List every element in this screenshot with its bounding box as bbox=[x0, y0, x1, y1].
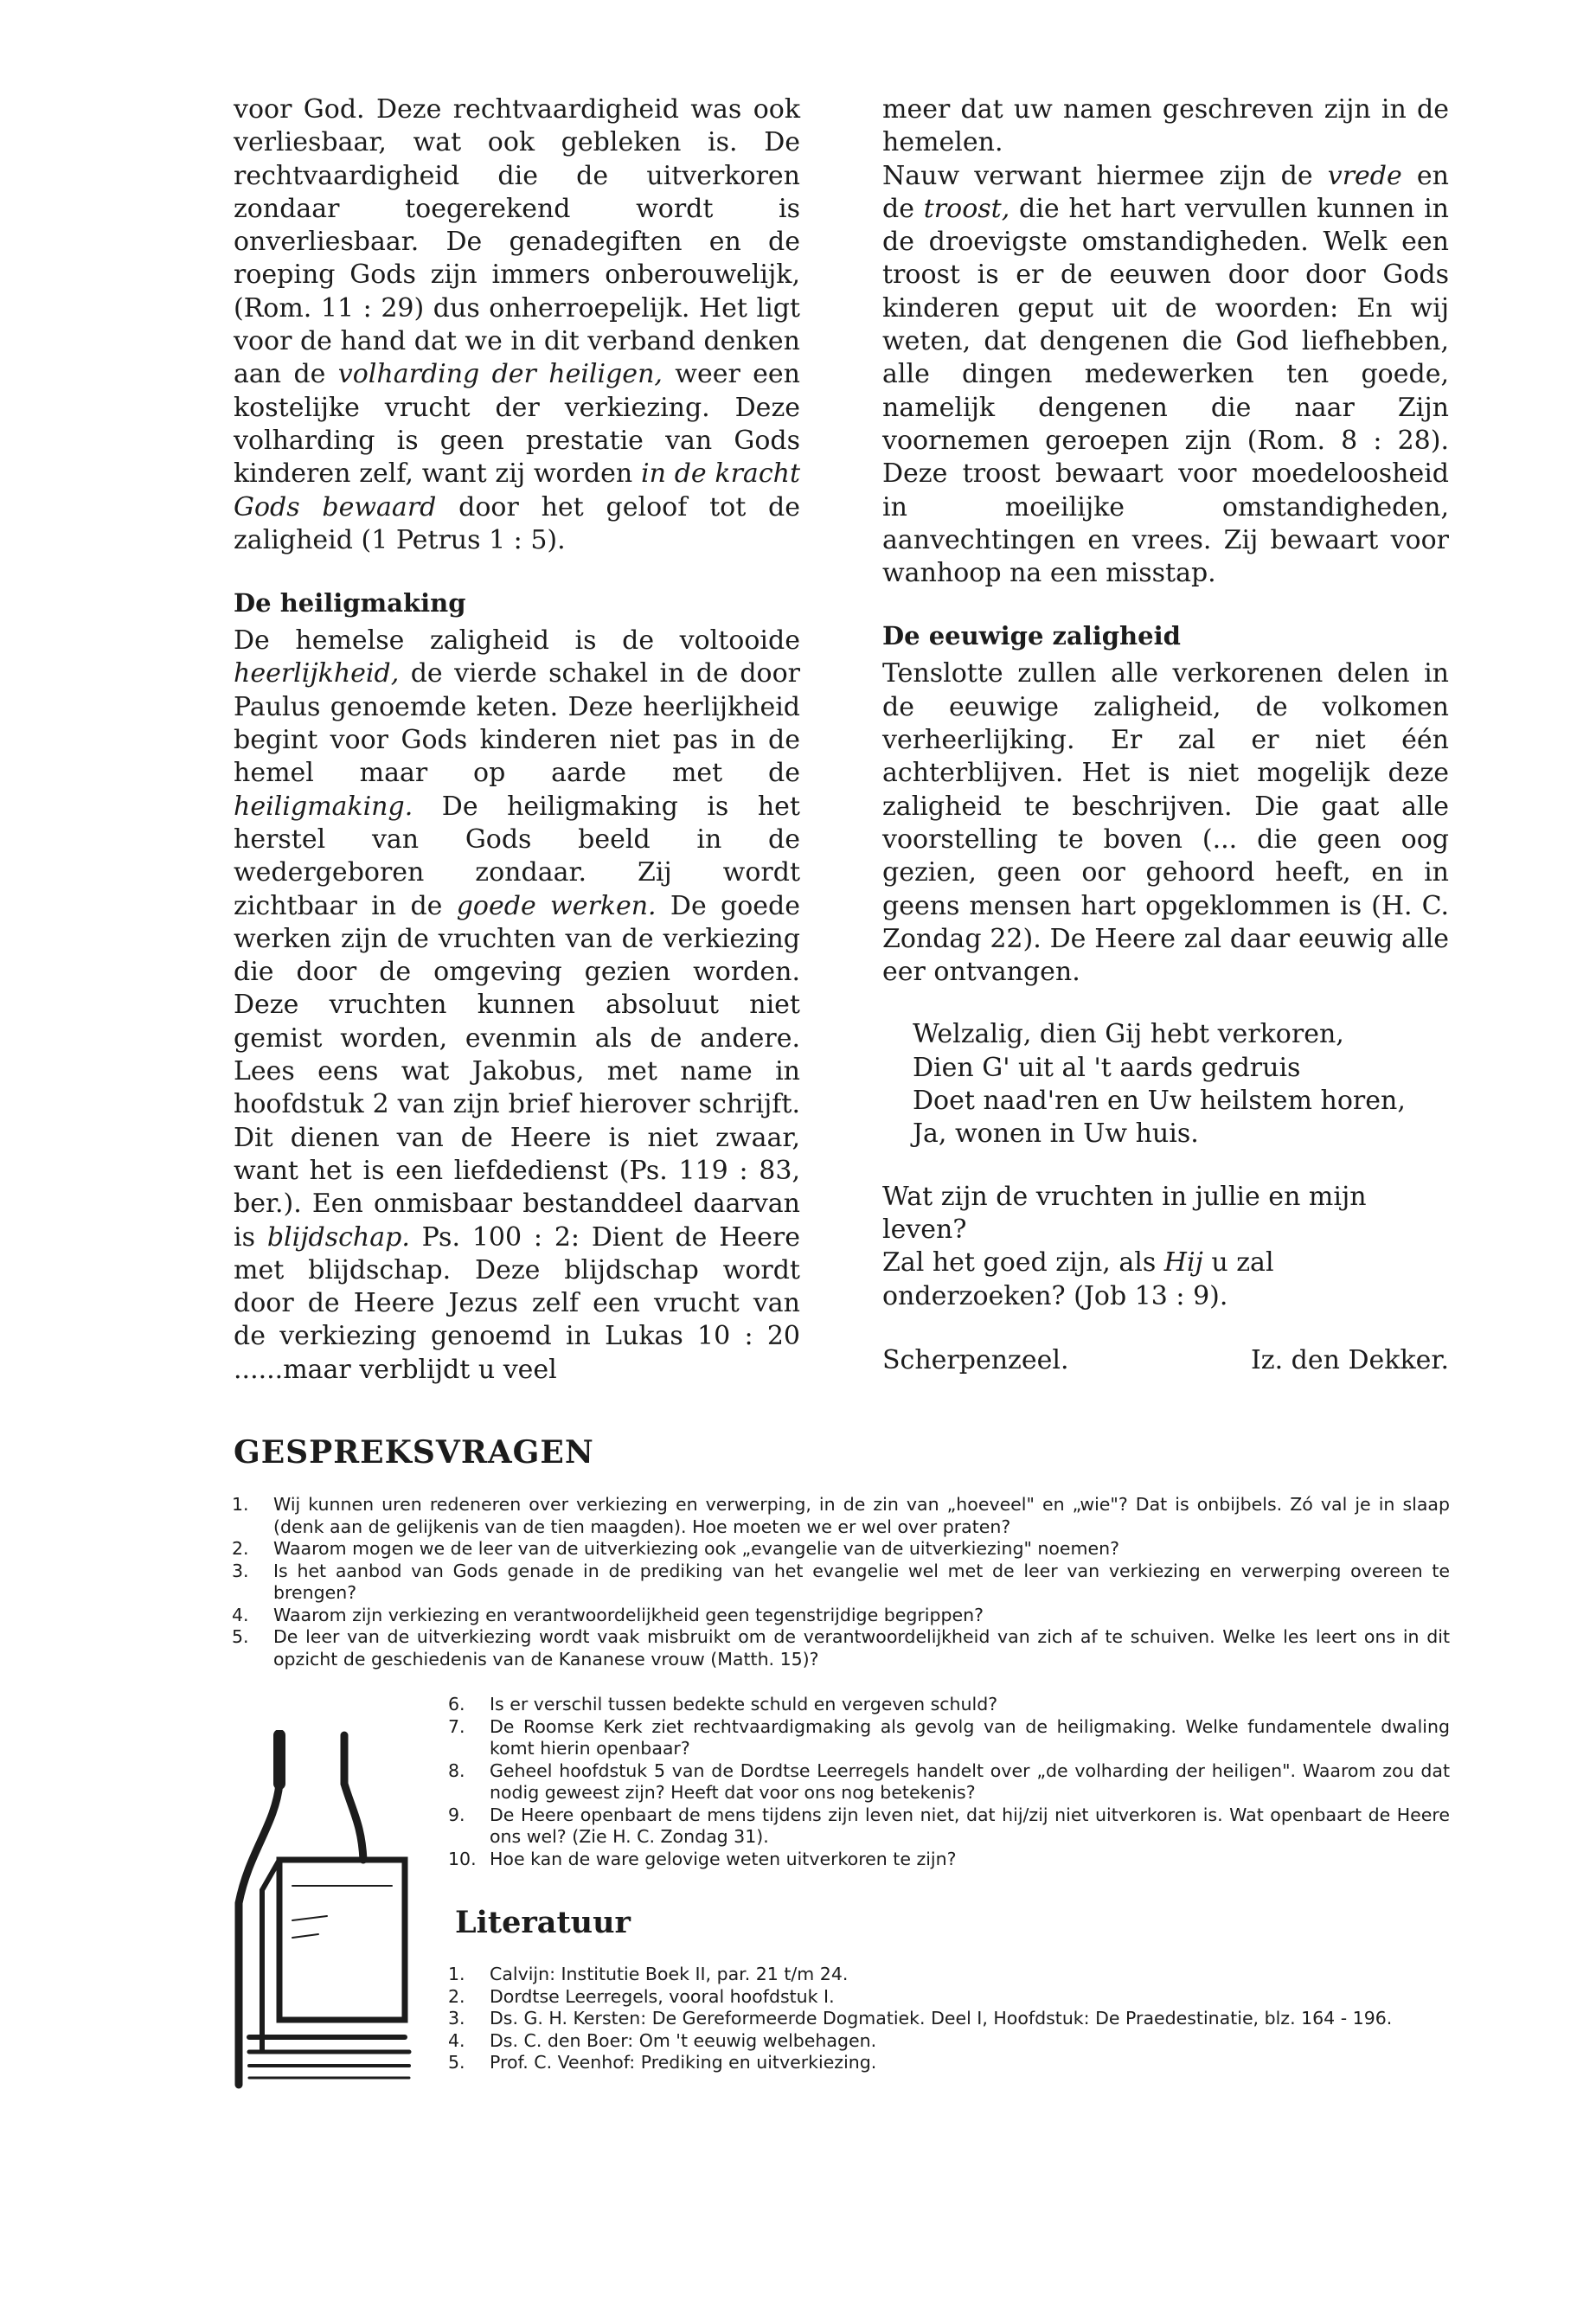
question-item: 8. Geheel hoofdstuk 5 van de Dordtse Leerregels handelt over „de volharding der heiligen". Waarom zou dat nodig geweest zijn? Heeft dat voor ons nog betekenis? bbox=[448, 1759, 1450, 1803]
paragraph-rechtvaardigheid: voor God. Deze rechtvaardigheid was ook verliesbaar, wat ook gebleken is. De rechtvaardigheid die de uitverkoren zondaar toegerekend wordt is onverliesbaar. De genadegiften en de roeping Gods zijn immers onberouwelijk, (Rom. 11 : 29) dus onherroepelijk. Het ligt voor de hand dat we in dit verband denken aan de volharding der heiligen, weer een kostelijke vrucht der verkiezing. Deze volharding is geen prestatie van Gods kinderen zelf, want zij worden in de kracht Gods bewaard door het geloof tot de zaligheid (1 Petrus 1 : 5). bbox=[234, 94, 801, 555]
paragraph-hemelen: meer dat uw namen geschreven zijn in de hemelen. bbox=[882, 94, 1449, 158]
literature-item: 3. Ds. G. H. Kersten: De Gereformeerde Dogmatiek. Deel I, Hoofdstuk: De Praedestinatie, blz. 164 - 196. bbox=[448, 2008, 1393, 2029]
questions-list-indented bbox=[448, 1694, 1450, 1870]
question-item: 7. De Roomse Kerk ziet rechtvaardigmaking als gevolg van de heiligmaking. Welke fundamentele dwaling komt hierin openbaar? bbox=[448, 1715, 1450, 1759]
heading-heiligmaking: De heiligmaking bbox=[234, 588, 466, 619]
questions-list bbox=[232, 1494, 1450, 1670]
literature-item: 2. Dordtse Leerregels, vooral hoofdstuk I. bbox=[448, 1985, 835, 2007]
question-item: 6. Is er verschil tussen bedekte schuld en vergeven schuld? bbox=[448, 1694, 998, 1715]
question-item: 1. Wij kunnen uren redeneren over verkiezing en verwerping, in de zin van „hoeveel" en „wie"? Dat is onbijbels. Zó val je in slaap (denk aan de gelijkenis van de tien maagden). Hoe moeten we er wel over praten? bbox=[232, 1494, 1450, 1537]
literature-list bbox=[448, 1964, 1450, 2074]
poem bbox=[913, 1018, 1449, 1150]
paragraph-job: Zal het goed zijn, als Hij u zal onderzoeken? (Job 13 : 9). bbox=[882, 1247, 1274, 1311]
poem-line: Doet naad'ren en Uw heilstem horen, bbox=[913, 1086, 1406, 1117]
paragraph-vruchten: Wat zijn de vruchten in jullie en mijn leven? bbox=[882, 1181, 1367, 1245]
literature-item: 5. Prof. C. Veenhof: Prediking en uitverkiezing. bbox=[448, 2052, 877, 2073]
poem-line: Dien G' uit al 't aards gedruis bbox=[913, 1052, 1301, 1083]
literature-title: Literatuur bbox=[455, 1905, 631, 1940]
question-item: 10. Hoe kan de ware gelovige weten uitverkoren te zijn? bbox=[448, 1848, 957, 1869]
signoff bbox=[882, 1344, 1449, 1377]
poem-line: Ja, wonen in Uw huis. bbox=[913, 1118, 1199, 1150]
heading-eeuwige-zaligheid: De eeuwige zaligheid bbox=[882, 621, 1181, 651]
question-item: 4. Waarom zijn verkiezing en verantwoordelijkheid geen tegenstrijdige begrippen? bbox=[232, 1604, 984, 1625]
questions-title: GESPREKSVRAGEN bbox=[234, 1434, 594, 1471]
signoff-author: Iz. den Dekker. bbox=[1250, 1344, 1449, 1375]
paragraph-vrede-troost: Nauw verwant hiermee zijn de vrede en de troost, die het hart vervullen kunnen in de droevigste omstandigheden. Welk een troost is er de eeuwen door door Gods kinderen geput uit de woorden: En wij weten, dat dengenen die God liefhebben, alle dingen medewerken ten goede, namelijk dengenen die naar Zijn voornemen geroepen zijn (Rom. 8 : 28). Deze troost bewaart voor moedeloosheid in moeilijke omstandigheden, aanvechtingen en vrees. Zij bewaart voor wanhoop na een misstap. bbox=[882, 160, 1449, 589]
literature-item: 1. Calvijn: Institutie Boek II, par. 21 t/m 24. bbox=[448, 1964, 849, 1984]
reader-illustration-icon bbox=[232, 1730, 418, 2093]
left-column bbox=[234, 93, 800, 1387]
paragraph-zaligheid: Tenslotte zullen alle verkorenen delen in de eeuwige zaligheid, de volkomen verheerlijking. Er zal er niet één achterblijven. Het is niet mogelijk deze zaligheid te beschrijven. Die gaat alle voorstelling te boven (... die geen oog gezien, geen oor gehoord heeft, en in geens mensen hart opgeklommen is (H. C. Zondag 22). De Heere zal daar eeuwig alle eer ontvangen. bbox=[882, 658, 1449, 988]
paragraph-heiligmaking: De hemelse zaligheid is de voltooide heerlijkheid, de vierde schakel in de door Paulus genoemde keten. Deze heerlijkheid begint voor Gods kinderen niet pas in de hemel maar op aarde met de heiligmaking. De heiligmaking is het herstel van Gods beeld in de wedergeboren zondaar. Zij wordt zichtbaar in de goede werken. De goede werken zijn de vruchten van de verkiezing die door de omgeving gezien worden. Deze vruchten kunnen absoluut niet gemist worden, evenmin als de andere. Lees eens wat Jakobus, met name in hoofdstuk 2 van zijn brief hierover schrijft. Dit dienen van de Heere is niet zwaar, want het is een liefdedienst (Ps. 119 : 83, ber.). Een onmisbaar bestanddeel daarvan is blijdschap. Ps. 100 : 2: Dient de Heere met blijdschap. Deze blijdschap wordt door de Heere Jezus zelf een vrucht van de verkiezing genoemd in Lukas 10 : 20 ......maar verblijdt u veel bbox=[234, 625, 800, 1385]
question-item: 9. De Heere openbaart de mens tijdens zijn leven niet, dat hij/zij niet uitverkoren is. Wat openbaart de Heere ons wel? (Zie H. C. Zondag 31). bbox=[448, 1804, 1450, 1847]
question-item: 3. Is het aanbod van Gods genade in de prediking van het evangelie wel met de leer van verkiezing en verwerping overeen te brengen? bbox=[232, 1560, 1450, 1603]
poem-line: Welzalig, dien Gij hebt verkoren, bbox=[913, 1019, 1344, 1050]
question-item: 2. Waarom mogen we de leer van de uitverkiezing ook „evangelie van de uitverkiezing" noemen? bbox=[232, 1538, 1120, 1559]
question-item: 5. De leer van de uitverkiezing wordt vaak misbruikt om de verantwoordelijkheid van zich af te schuiven. Welke les leert ons in dit opzicht de geschiedenis van de Kananese vrouw (Matth. 15)? bbox=[232, 1626, 1450, 1670]
signoff-place: Scherpenzeel. bbox=[882, 1344, 1069, 1375]
right-column bbox=[882, 93, 1449, 1377]
literature-item: 4. Ds. C. den Boer: Om 't eeuwig welbehagen. bbox=[448, 2029, 877, 2051]
